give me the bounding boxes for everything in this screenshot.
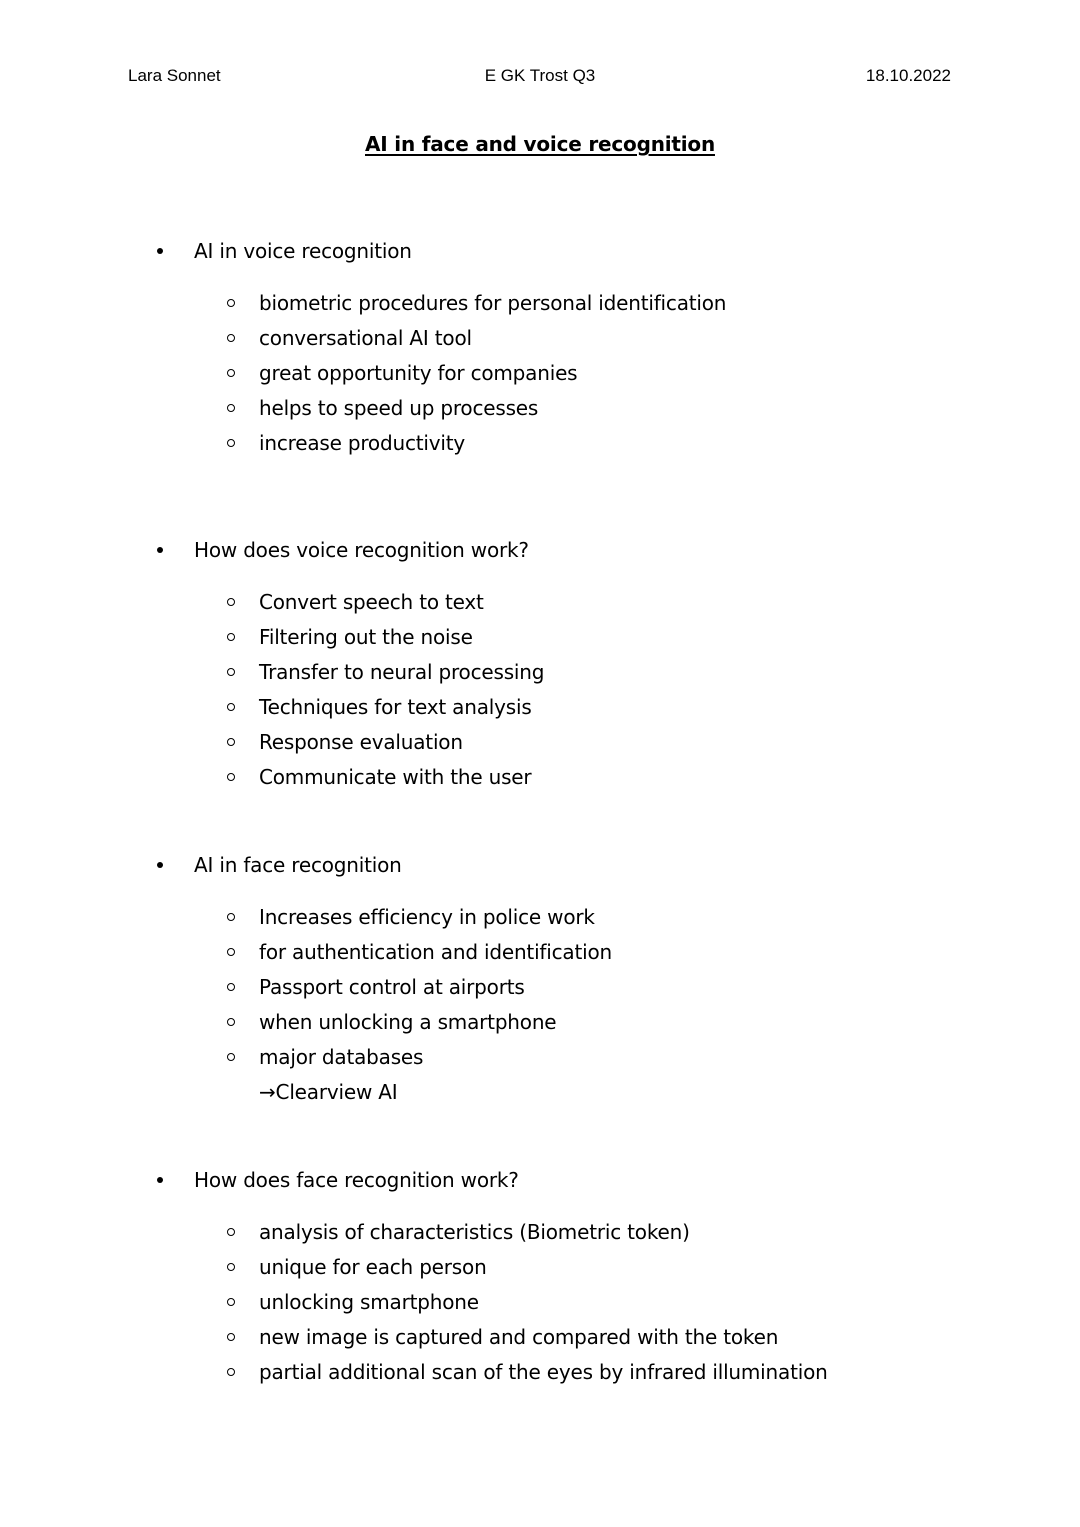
circle-bullet-icon xyxy=(227,404,235,412)
list-item-text: Communicate with the user xyxy=(259,765,532,789)
list-item-text: major databases xyxy=(259,1045,424,1069)
list-item xyxy=(0,1045,1080,1080)
list-item-text: Transfer to neural processing xyxy=(259,660,545,684)
list-item xyxy=(0,940,1080,975)
list-item-text: increase productivity xyxy=(259,431,466,455)
circle-bullet-icon xyxy=(227,334,235,342)
circle-bullet-icon xyxy=(227,1368,235,1376)
list-item-text: Filtering out the noise xyxy=(259,625,473,649)
list-item xyxy=(0,1325,1080,1360)
list-item xyxy=(0,730,1080,765)
list-item-text: helps to speed up processes xyxy=(259,396,539,420)
section-heading: AI in face recognition xyxy=(194,853,402,877)
header-author: Lara Sonnet xyxy=(128,66,221,85)
list-item-text: when unlocking a smartphone xyxy=(259,1010,557,1034)
list-item xyxy=(0,361,1080,396)
circle-bullet-icon xyxy=(227,1263,235,1271)
list-item-text: new image is captured and compared with the token xyxy=(259,1325,779,1349)
list-item xyxy=(0,1220,1080,1255)
list-item xyxy=(0,590,1080,625)
bullet-icon xyxy=(157,1177,163,1183)
list-item xyxy=(0,975,1080,1010)
list-item-text: Passport control at airports xyxy=(259,975,525,999)
clearview-note: →Clearview AI xyxy=(259,1080,398,1104)
document-title: AI in face and voice recognition xyxy=(365,132,715,156)
circle-bullet-icon xyxy=(227,369,235,377)
circle-bullet-icon xyxy=(227,1298,235,1306)
list-item xyxy=(0,905,1080,940)
section-heading: AI in voice recognition xyxy=(194,239,412,263)
circle-bullet-icon xyxy=(227,703,235,711)
circle-bullet-icon xyxy=(227,913,235,921)
list-item xyxy=(0,291,1080,326)
header-course: E GK Trost Q3 xyxy=(484,66,596,85)
list-item-text: partial additional scan of the eyes by infrared illumination xyxy=(259,1360,828,1384)
list-item xyxy=(0,396,1080,431)
list-item-text: conversational AI tool xyxy=(259,326,472,350)
bullet-icon xyxy=(157,862,163,868)
header-date: 18.10.2022 xyxy=(865,66,951,85)
list-item xyxy=(0,765,1080,800)
list-item xyxy=(0,625,1080,660)
circle-bullet-icon xyxy=(227,1053,235,1061)
list-item xyxy=(0,326,1080,361)
list-item xyxy=(0,1010,1080,1045)
list-item-text: unique for each person xyxy=(259,1255,487,1279)
circle-bullet-icon xyxy=(227,1228,235,1236)
list-item-text: Techniques for text analysis xyxy=(259,695,532,719)
sub-list xyxy=(0,590,1080,800)
list-item-text: analysis of characteristics (Biometric token) xyxy=(259,1220,690,1244)
list-item-text: unlocking smartphone xyxy=(259,1290,479,1314)
circle-bullet-icon xyxy=(227,948,235,956)
circle-bullet-icon xyxy=(227,633,235,641)
sub-list xyxy=(0,291,1080,466)
list-item-text: Increases efficiency in police work xyxy=(259,905,595,929)
list-item xyxy=(0,660,1080,695)
circle-bullet-icon xyxy=(227,299,235,307)
section-heading: How does face recognition work? xyxy=(194,1168,519,1192)
circle-bullet-icon xyxy=(227,738,235,746)
circle-bullet-icon xyxy=(227,668,235,676)
sub-list xyxy=(0,1220,1080,1395)
circle-bullet-icon xyxy=(227,983,235,991)
circle-bullet-icon xyxy=(227,598,235,606)
list-item xyxy=(0,695,1080,730)
sub-list xyxy=(0,905,1080,1080)
list-item-text: for authentication and identification xyxy=(259,940,612,964)
list-item xyxy=(0,1290,1080,1325)
list-item xyxy=(0,1360,1080,1395)
bullet-icon xyxy=(157,547,163,553)
list-item xyxy=(0,431,1080,466)
circle-bullet-icon xyxy=(227,439,235,447)
section-heading: How does voice recognition work? xyxy=(194,538,529,562)
list-item xyxy=(0,1255,1080,1290)
circle-bullet-icon xyxy=(227,1333,235,1341)
circle-bullet-icon xyxy=(227,773,235,781)
circle-bullet-icon xyxy=(227,1018,235,1026)
list-item-text: Response evaluation xyxy=(259,730,463,754)
list-item-text: Convert speech to text xyxy=(259,590,484,614)
bullet-icon xyxy=(157,248,163,254)
list-item-text: biometric procedures for personal identification xyxy=(259,291,727,315)
list-item-text: great opportunity for companies xyxy=(259,361,578,385)
